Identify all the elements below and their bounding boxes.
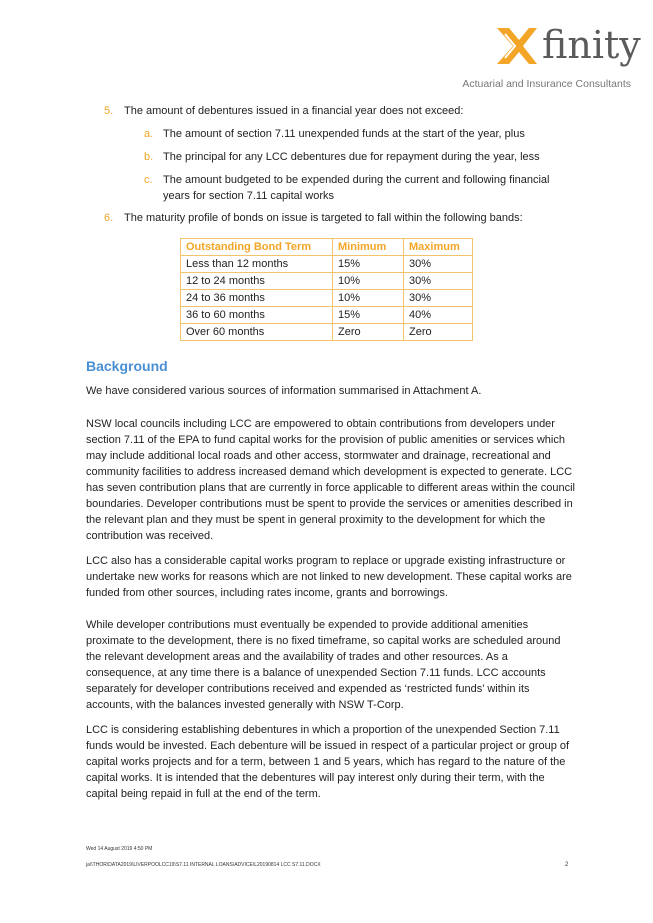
- table-row: [181, 273, 473, 290]
- sub-marker: b.: [144, 151, 154, 163]
- list-marker: 5.: [104, 105, 114, 117]
- table-cell: Zero: [404, 324, 473, 341]
- table-row: [181, 307, 473, 324]
- header-cell: Outstanding Bond Term: [181, 239, 333, 256]
- sub-marker: c.: [144, 174, 153, 186]
- list-text: The maturity profile of bonds on issue is targeted to fall within the following bands:: [124, 212, 523, 224]
- table-header-row: [181, 239, 473, 256]
- table-row: [181, 290, 473, 307]
- table-cell: 40%: [404, 307, 473, 324]
- table-cell: 24 to 36 months: [181, 290, 333, 307]
- paragraph: While developer contributions must eventually be expended to provide additional amenities proximate to the development, there is no fixed timeframe, so capital works are scheduled around the relevant development areas and the availability of trades and other resources. As a consequence, at any time there is a balance of unexpended Section 7.11 funds. LCC accounts separately for developer contributions received and expended as ‘restricted funds’ within its accounts, with the balances invested generally with NSW T-Corp.: [86, 619, 561, 711]
- paragraph: LCC also has a considerable capital works program to replace or upgrade existing infrastructure or undertake new works for reasons which are not linked to new development. These capital works are funded from other sources, including rates income, grants and borrowings.: [86, 555, 572, 599]
- table-cell: Over 60 months: [181, 324, 333, 341]
- list-text: The amount of debentures issued in a financial year does not exceed:: [124, 105, 464, 117]
- list-marker: 6.: [104, 212, 114, 224]
- table-cell: 10%: [333, 273, 404, 290]
- finity-logo-mark-icon: [495, 24, 539, 68]
- table-cell: 12 to 24 months: [181, 273, 333, 290]
- header-cell: Minimum: [333, 239, 404, 256]
- table-row: [181, 324, 473, 341]
- footer-date: Wed 14 August 2019 4:50 PM: [86, 846, 153, 852]
- table-cell: Less than 12 months: [181, 256, 333, 273]
- table-cell: 15%: [333, 256, 404, 273]
- paragraph: NSW local councils including LCC are empowered to obtain contributions from developers under section 7.11 of the EPA to fund capital works for the provision of public amenities or services which may include additional local roads and other access, stormwater and drainage, recreational and community facilities to address increased demand which development is expected to generate. LCC has seven contribution plans that are currently in force applicable to different areas within the council boundaries. Developer contributions must be spent to provide the services or amenities described in the relevant plan and they must be spent in general proximity to the development for which the contribution was received.: [86, 418, 575, 542]
- table-cell: 15%: [333, 307, 404, 324]
- bond-bands-table: [180, 238, 473, 341]
- section-heading-background: Background: [86, 358, 168, 374]
- table-row: [181, 256, 473, 273]
- sub-text: The amount budgeted to be expended during the current and following financial years for section 7.11 capital works: [163, 174, 550, 202]
- footer-file-path: ja\\THOR\DATA2019\LIVERPOOLCC19\S7.11 INTERNAL LOANS\ADVICE\L20190814 LCC S7.11.DOCX: [86, 862, 321, 868]
- logo-tagline: Actuarial and Insurance Consultants: [462, 78, 631, 90]
- table-cell: 30%: [404, 256, 473, 273]
- page-number: 2: [565, 862, 569, 868]
- table-cell: 36 to 60 months: [181, 307, 333, 324]
- finity-logo: [462, 22, 641, 92]
- sub-text: The amount of section 7.11 unexpended funds at the start of the year, plus: [163, 128, 525, 140]
- sub-text: The principal for any LCC debentures due for repayment during the year, less: [163, 151, 540, 163]
- table-cell: 30%: [404, 290, 473, 307]
- table-cell: 30%: [404, 273, 473, 290]
- table-cell: 10%: [333, 290, 404, 307]
- header-cell: Maximum: [404, 239, 473, 256]
- paragraph: We have considered various sources of information summarised in Attachment A.: [86, 385, 482, 397]
- paragraph: LCC is considering establishing debentures in which a proportion of the unexpended Section 7.11 funds would be invested. Each debenture will be issued in respect of a particular project or group of capital works projects and for a term, between 1 and 5 years, which has regard to the nature of the capital works. It is intended that the debentures will pay interest only during their term, with the capital being repaid in full at the end of the term.: [86, 724, 570, 800]
- table-cell: Zero: [333, 324, 404, 341]
- sub-marker: a.: [144, 128, 154, 140]
- logo-wordmark: finity: [542, 23, 641, 67]
